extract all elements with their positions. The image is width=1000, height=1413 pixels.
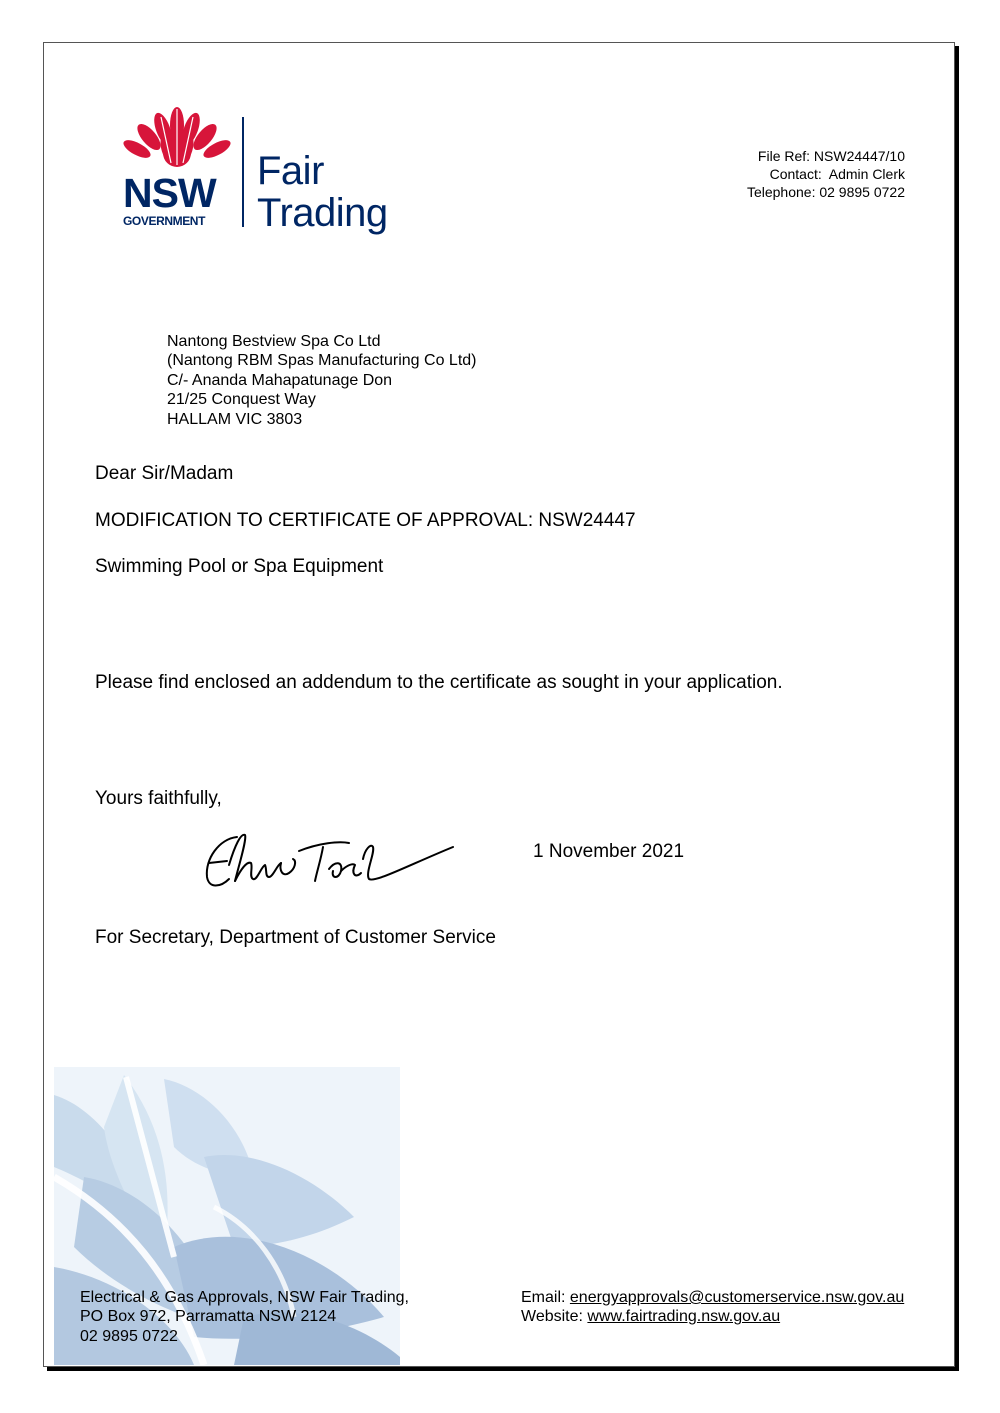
logo-divider: [242, 117, 244, 227]
signature-icon: [199, 825, 457, 897]
nsw-fair-trading-logo: [119, 105, 409, 235]
address-line: (Nantong RBM Spas Manufacturing Co Ltd): [167, 352, 477, 370]
address-line: Nantong Bestview Spa Co Ltd: [167, 333, 381, 350]
footer-line: PO Box 972, Parramatta NSW 2124: [80, 1308, 337, 1326]
address-line: HALLAM VIC 3803: [167, 410, 303, 428]
footer-contact-address: [80, 1288, 409, 1346]
file-ref-line: File Ref: NSW24447/10: [757, 148, 905, 164]
logo-nsw-text: NSW: [123, 170, 216, 216]
recipient-address: [167, 332, 476, 429]
salutation: Dear Sir/Madam: [95, 463, 234, 484]
logo-fair-text: Fair: [257, 149, 324, 193]
subject-line: MODIFICATION TO CERTIFICATE OF APPROVAL: NSW24447: [95, 510, 636, 531]
telephone-line: Telephone: 02 9895 0722: [746, 184, 905, 200]
letter-date: 1 November 2021: [533, 841, 685, 862]
website-link[interactable]: www.fairtrading.nsw.gov.au: [587, 1308, 781, 1326]
footer-line: 02 9895 0722: [80, 1327, 178, 1345]
file-reference-block: [747, 147, 905, 201]
footer-line: Electrical & Gas Approvals, NSW Fair Trading,: [80, 1289, 409, 1306]
footer-website-row: [521, 1307, 904, 1326]
signatory-line: For Secretary, Department of Customer Service: [95, 927, 496, 948]
letter-page: [43, 42, 955, 1367]
body-paragraph: Please find enclosed an addendum to the certificate as sought in your application.: [95, 672, 783, 693]
logo-government-text: GOVERNMENT: [123, 214, 206, 228]
footer-links: [521, 1288, 904, 1327]
email-label: Email:: [521, 1289, 570, 1306]
email-link[interactable]: energyapprovals@customerservice.nsw.gov.au: [569, 1289, 905, 1306]
footer-email-row: [521, 1288, 904, 1307]
address-line: 21/25 Conquest Way: [167, 391, 316, 409]
address-line: C/- Ananda Mahapatunage Don: [167, 371, 393, 389]
closing: Yours faithfully,: [95, 788, 222, 809]
category-line: Swimming Pool or Spa Equipment: [95, 556, 384, 577]
logo-trading-text: Trading: [257, 191, 388, 235]
waratah-logo-icon: [121, 105, 233, 171]
website-label: Website:: [521, 1308, 588, 1326]
contact-line: Contact: Admin Clerk: [769, 166, 905, 182]
